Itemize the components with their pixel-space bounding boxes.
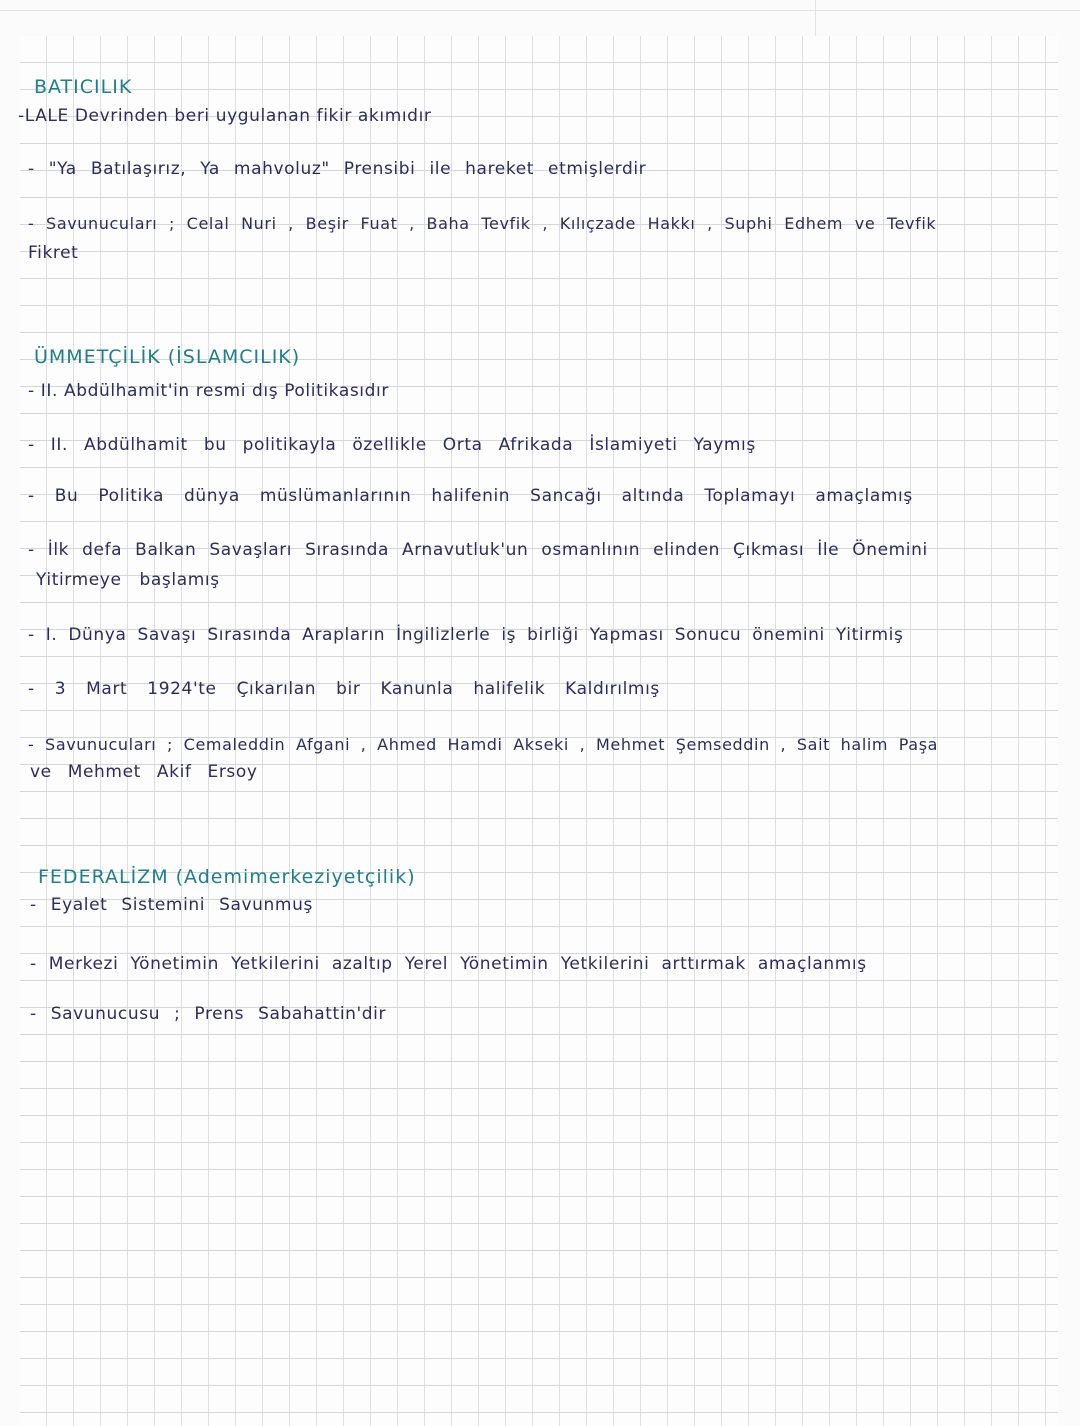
section-heading-federalizm: FEDERALİZM (Ademimerkeziyetçilik) bbox=[38, 866, 416, 888]
note-line: - Bu Politika dünya müslümanlarının halifenin Sancağı altında Toplamayı amaçlamış bbox=[28, 486, 913, 506]
note-line: - 3 Mart 1924'te Çıkarılan bir Kanunla halifelik Kaldırılmış bbox=[28, 679, 660, 699]
section-heading-baticilik: BATICILIK bbox=[34, 76, 133, 98]
note-line: Fikret bbox=[28, 243, 79, 263]
grid-paper bbox=[20, 36, 1058, 1426]
note-line: ve Mehmet Akif Ersoy bbox=[30, 762, 258, 782]
note-line: - Savunucusu ; Prens Sabahattin'dir bbox=[30, 1004, 387, 1024]
note-line: - II. Abdülhamit bu politikayla özellikle Orta Afrikada İslamiyeti Yaymış bbox=[28, 435, 756, 455]
note-line: - I. Dünya Savaşı Sırasında Arapların İngilizlerle iş birliği Yapması Sonucu önemini Yitirmiş bbox=[28, 625, 904, 645]
note-line: - "Ya Batılaşırız, Ya mahvoluz" Prensibi ile hareket etmişlerdir bbox=[28, 159, 647, 179]
note-line: - Eyalet Sistemini Savunmuş bbox=[30, 895, 313, 915]
note-line: - Savunucuları ; Celal Nuri , Beşir Fuat , Baha Tevfik , Kılıçzade Hakkı , Suphi Edhem ve Tevfik bbox=[28, 214, 937, 233]
note-line: - II. Abdülhamit'in resmi dış Politikasıdır bbox=[28, 381, 389, 401]
note-line: - İlk defa Balkan Savaşları Sırasında Arnavutluk'un osmanlının elinden Çıkması İle Önemini bbox=[28, 540, 928, 560]
note-line: - Savunucuları ; Cemaleddin Afgani , Ahmed Hamdi Akseki , Mehmet Şemseddin , Sait halim Paşa bbox=[28, 735, 939, 754]
paper-edge-line bbox=[815, 0, 816, 36]
section-heading-ummetcilik: ÜMMETÇİLİK (İSLAMCILIK) bbox=[34, 346, 301, 368]
paper-edge-line bbox=[0, 10, 1080, 11]
note-line: -LALE Devrinden beri uygulanan fikir akımıdır bbox=[18, 106, 432, 126]
note-line: Yitirmeye başlamış bbox=[36, 570, 220, 590]
note-line: - Merkezi Yönetimin Yetkilerini azaltıp Yerel Yönetimin Yetkilerini arttırmak amaçlanmış bbox=[30, 954, 867, 974]
